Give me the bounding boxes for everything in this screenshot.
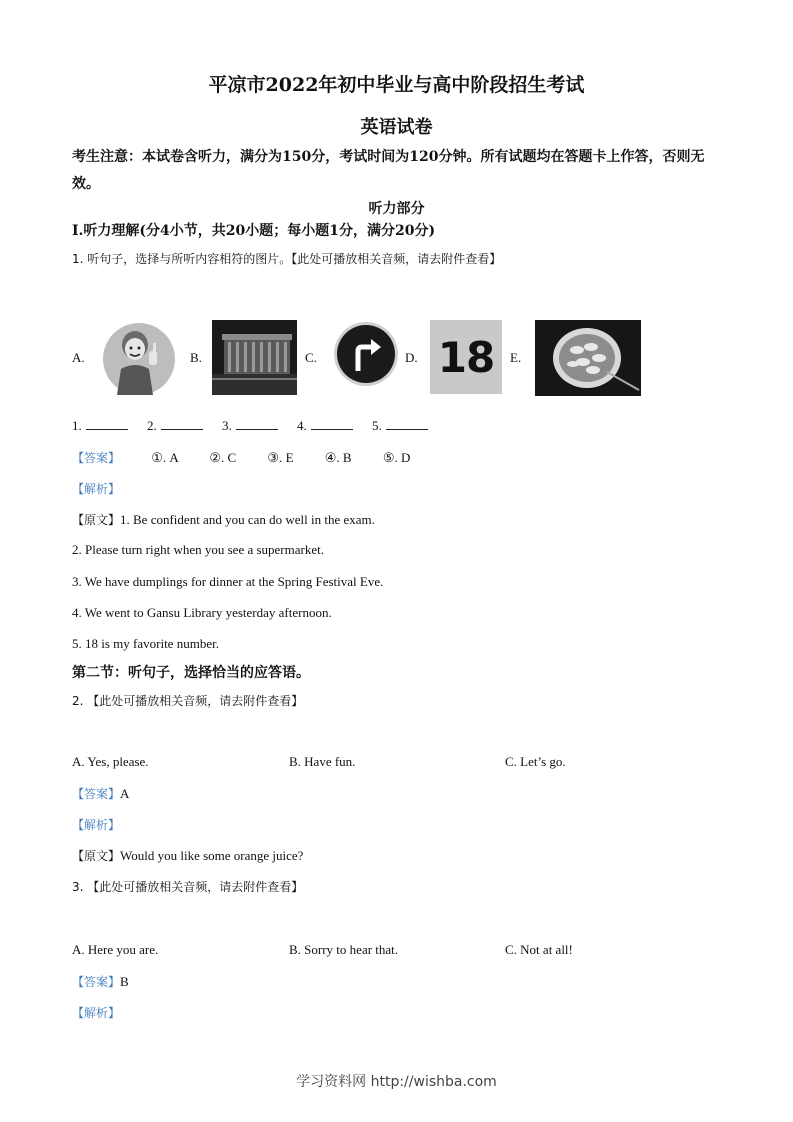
answer-tag: 【答案】: [72, 451, 121, 465]
blank-5-line[interactable]: [386, 428, 428, 430]
q2-prompt: 2. 【此处可播放相关音频，请去附件查看】: [72, 694, 304, 708]
q1-transcript-3: 3. We have dumplings for dinner at the Spring Festival Eve.: [72, 574, 384, 589]
q1-answer-3: ③. E: [267, 450, 294, 465]
section-listening: 听力部分: [368, 201, 425, 217]
q1-answer-4: ④. B: [324, 450, 352, 465]
analysis-tag: 【解析】: [72, 1006, 121, 1020]
q1-transcript-1: [72, 511, 375, 528]
option-label-b: B.: [190, 350, 202, 365]
part1-heading: I.听力理解(分4小节，共20小题；每小题1分，满分20分): [72, 223, 436, 239]
q1-transcript-2: 2. Please turn right when you see a supermarket.: [72, 542, 324, 557]
dumplings-plate-picture: [535, 320, 641, 396]
q2-option-a: A. Yes, please.: [72, 754, 149, 769]
transcript-tag: 【原文】: [72, 513, 121, 527]
section2-heading: 第二节：听句子，选择恰当的应答语。: [72, 665, 310, 681]
q2-transcript: [72, 847, 303, 864]
q3-option-a: A. Here you are.: [72, 942, 159, 957]
library-building-picture: [212, 320, 297, 395]
transcript-line: Would you like some orange juice?: [120, 848, 304, 863]
exam-subtitle: 英语试卷: [360, 117, 433, 138]
analysis-tag: 【解析】: [72, 818, 121, 832]
q1-transcript-4: 4. We went to Gansu Library yesterday afternoon.: [72, 605, 332, 620]
q2-answer: A: [120, 786, 130, 801]
blank-2-line[interactable]: [161, 428, 203, 430]
blank-1-line[interactable]: [86, 428, 128, 430]
transcript-line: 1. Be confident and you can do well in the exam.: [120, 512, 375, 527]
q1-answer-1: ①. A: [151, 450, 179, 465]
number-18-picture: [430, 320, 502, 394]
analysis-tag: 【解析】: [72, 482, 121, 496]
q3-option-c: C. Not at all!: [505, 942, 573, 957]
q3-option-b: B. Sorry to hear that.: [289, 942, 399, 957]
number-18-text: 18: [437, 332, 495, 382]
option-label-e: E.: [510, 350, 522, 365]
blank-5-label: 5.: [372, 418, 382, 433]
blank-1-label: 1.: [72, 418, 82, 433]
q3-answer-row: [72, 973, 129, 990]
q1-prompt: 1. 听句子，选择与所听内容相符的图片。【此处可播放相关音频，请去附件查看】: [72, 252, 502, 266]
q3-answer: B: [120, 974, 129, 989]
answer-tag: 【答案】: [72, 787, 121, 801]
option-label-a: A.: [72, 350, 85, 365]
q2-option-c: C. Let’s go.: [505, 754, 566, 769]
blank-3-line[interactable]: [236, 428, 278, 430]
blank-4-label: 4.: [297, 418, 307, 433]
option-label-c: C.: [305, 350, 317, 365]
answer-tag: 【答案】: [72, 975, 121, 989]
exam-notice: 考生注意：本试卷含听力，满分为150分，考试时间为120分钟。所有试题均在答题卡上作答，否则无效。: [72, 149, 705, 192]
blank-4-line[interactable]: [311, 428, 353, 430]
q2-option-b: B. Have fun.: [289, 754, 356, 769]
q2-answer-row: [72, 785, 129, 802]
q1-answer-row: [72, 449, 410, 466]
transcript-tag: 【原文】: [72, 849, 121, 863]
exam-title: 平凉市2022年初中毕业与高中阶段招生考试: [208, 74, 585, 96]
q1-answer-2: ②. C: [209, 450, 237, 465]
turn-right-sign-picture: [333, 321, 399, 387]
q3-prompt: 3. 【此处可播放相关音频，请去附件查看】: [72, 880, 304, 894]
blank-row: [72, 418, 428, 434]
q1-transcript-5: 5. 18 is my favorite number.: [72, 636, 219, 651]
footer-watermark: 学习资料网 http://wishba.com: [296, 1074, 497, 1090]
q1-answer-5: ⑤. D: [382, 450, 411, 465]
blank-3-label: 3.: [222, 418, 232, 433]
option-label-d: D.: [405, 350, 418, 365]
confident-boy-picture: [101, 321, 177, 395]
blank-2-label: 2.: [147, 418, 157, 433]
